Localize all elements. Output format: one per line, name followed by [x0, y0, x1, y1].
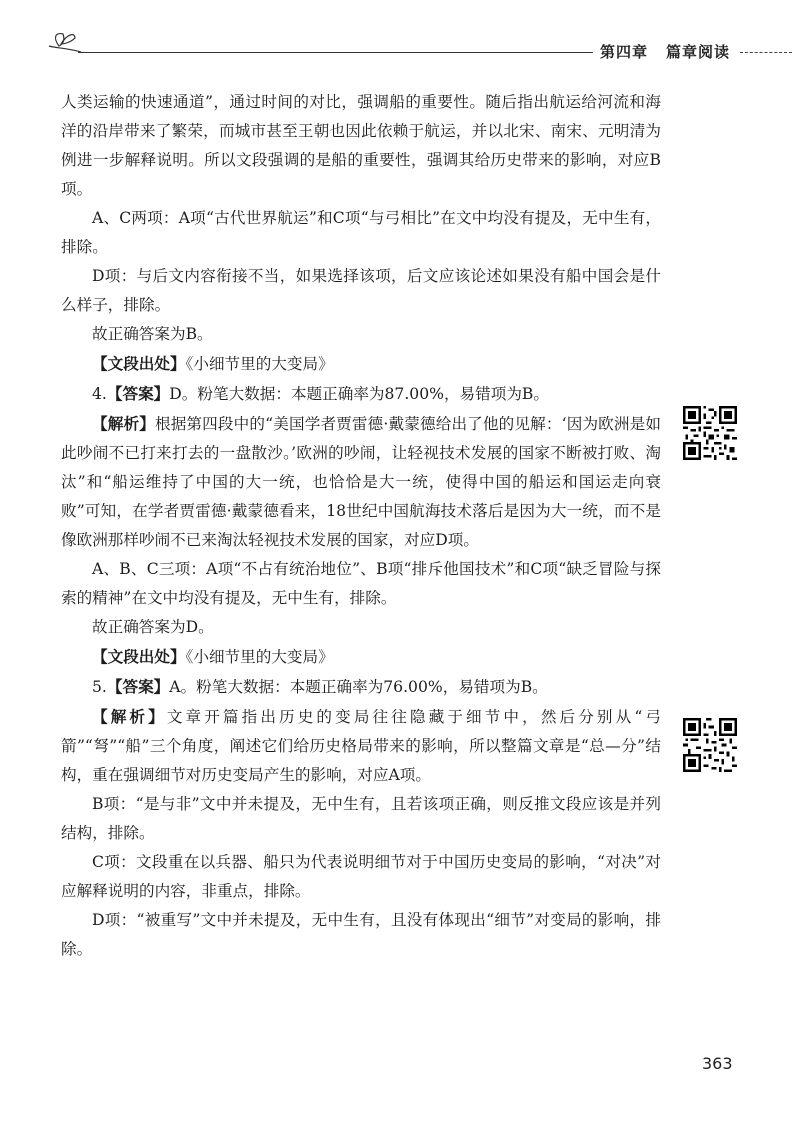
chapter-number: 第四章 — [600, 43, 649, 61]
source-title: 《小细节里的大变局》 — [185, 355, 334, 373]
source-line — [61, 642, 661, 672]
answer-text: D。粉笔大数据：本题正确率为87.00%，易错项为B。 — [169, 385, 549, 403]
source-line — [61, 349, 661, 379]
source-label: 【文段出处】 — [92, 354, 186, 373]
question-number: 4. — [92, 385, 107, 403]
source-title: 《小细节里的大变局》 — [185, 648, 334, 666]
chapter-title — [600, 41, 730, 62]
sprout-icon — [45, 28, 85, 52]
paragraph: 人类运输的快速通道”，通过时间的对比，强调船的重要性。随后指出航运给河流和海洋的沿岸带来了繁荣，而城市甚至王朝也因此依赖于航运，并以北宋、南宋、元明清为例进一步解释说明。所以文段强调的是船的重要性，强调其给历史带来的影响，对应B项。 — [61, 93, 661, 198]
paragraph: 故正确答案为D。 — [92, 618, 214, 636]
analysis-text: 根据第四段中的“美国学者贾雷德·戴蒙德给出了他的见解：‘因为欧洲是如此吵闹不已打来打去的一盘散沙。’欧洲的吵闹，让轻视技术发展的国家不断被打败、淘汰”和“船运维持了中国的大一统，也恰恰是大一统，使得中国的船运和国运走向衰败”可知，在学者贾雷德·戴蒙德看来，18世纪中国航海技术落后是因为大一统，而不是像欧洲那样吵闹不已来淘汰轻视技术发展的国家，对应D项。 — [61, 415, 661, 549]
question-number: 5. — [92, 678, 107, 696]
analysis-q5 — [61, 702, 661, 790]
qr-code-icon[interactable] — [683, 718, 737, 772]
header-dashed-rule — [740, 52, 792, 53]
section-title: 篇章阅读 — [666, 43, 731, 61]
analysis-label: 【解析】 — [92, 707, 167, 726]
paragraph: D项：“被重写”文中并未提及，无中生有，且没有体现出“细节”对变局的影响，排除。 — [61, 911, 661, 958]
page-number: 363 — [702, 1054, 733, 1073]
answer-label: 【答案】 — [106, 384, 170, 403]
paragraph: 故正确答案为B。 — [92, 325, 213, 343]
paragraph: A、B、C三项：A项“不占有统治地位”、B项“排斥他国技术”和C项“缺乏冒险与探索的精神”在文中均没有提及，无中生有，排除。 — [61, 560, 661, 607]
page-header — [0, 0, 800, 70]
answer-line-q4 — [61, 379, 661, 409]
source-label: 【文段出处】 — [92, 647, 186, 666]
answer-line-q5 — [61, 672, 661, 702]
paragraph: B项：“是与非”文中并未提及，无中生有，且若该项正确，则反推文段应该是并列结构，排除。 — [61, 795, 661, 842]
answer-label: 【答案】 — [106, 677, 170, 696]
analysis-q4 — [61, 409, 661, 555]
paragraph: A、C两项：A项“古代世界航运”和C项“与弓相比”在文中均没有提及，无中生有，排除。 — [61, 209, 661, 256]
answer-text: A。粉笔大数据：本题正确率为76.00%，易错项为B。 — [169, 678, 548, 696]
analysis-text: 文章开篇指出历史的变局往往隐藏于细节中，然后分别从“弓箭”“弩”“船”三个角度，阐述它们给历史格局带来的影响，所以整篇文章是“总—分”结构，重在强调细节对历史变局产生的影响，对应A项。 — [61, 708, 661, 784]
paragraph: C项：文段重在以兵器、船只为代表说明细节对于中国历史变局的影响，“对决”对应解释说明的内容，非重点，排除。 — [61, 853, 661, 900]
header-rule — [78, 52, 593, 53]
page-body — [61, 88, 661, 964]
paragraph: D项：与后文内容衔接不当，如果选择该项，后文应该论述如果没有船中国会是什么样子，排除。 — [61, 267, 661, 314]
analysis-label: 【解析】 — [92, 414, 155, 433]
qr-code-icon[interactable] — [683, 406, 737, 460]
